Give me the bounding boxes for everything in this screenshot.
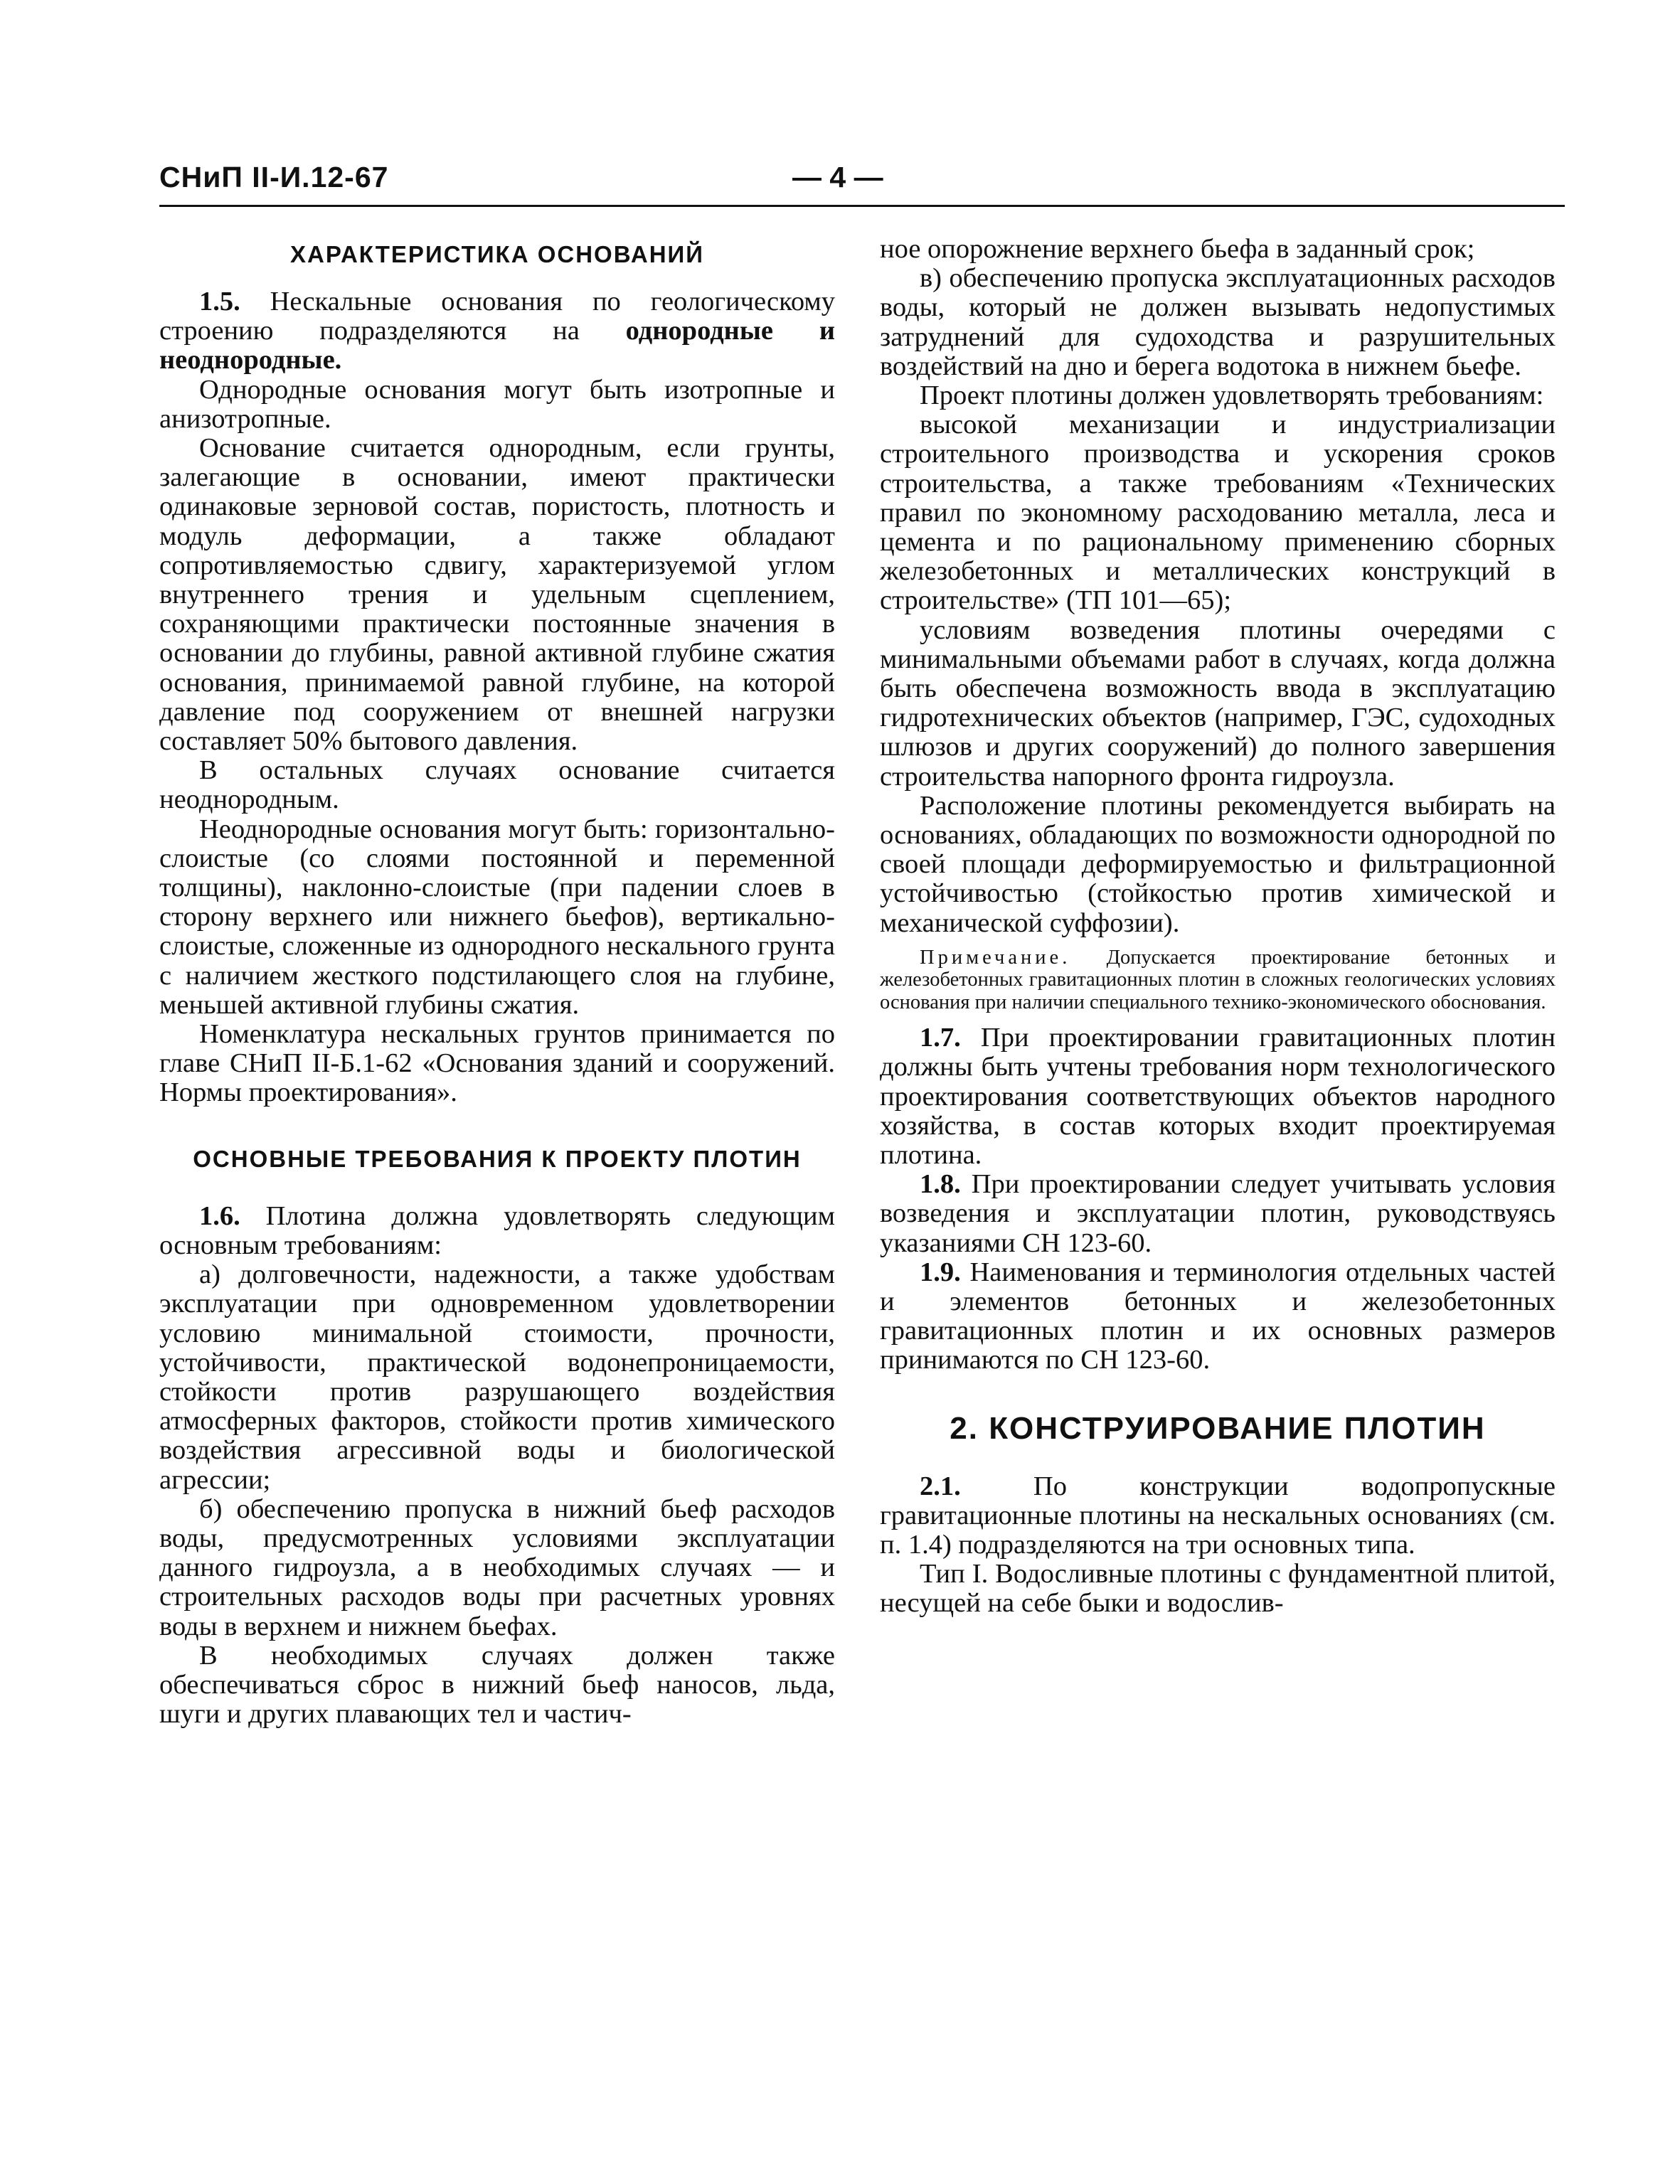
clause-number: 2.1. — [920, 1471, 961, 1501]
paragraph-2-1: 2.1. По конструкции водопропускные гравитационные плотины на нескальных основаниях (см. п. 1.4) подразделяются на три основных типа. — [880, 1471, 1556, 1560]
document-code: СНиП II-И.12-67 — [159, 161, 389, 193]
chapter-heading: 2. КОНСТРУИРОВАНИЕ ПЛОТИН — [950, 1410, 1486, 1446]
running-header — [159, 161, 1596, 203]
paragraph-type-1: Тип I. Водосливные плотины с фундаментной плитой, несущей на себе быки и водослив- — [880, 1559, 1556, 1619]
paragraph-project-requirements: Проект плотины должен удовлетворять требованиям: — [920, 380, 1544, 411]
section-heading-foundations: ХАРАКТЕРИСТИКА ОСНОВАНИЙ — [290, 241, 704, 267]
paragraph-nonhomogeneous: Неоднородные основания могут быть: горизонтально-слоистые (со слоями постоянной и переменной толщины), наклонно-слоистые (при падении слоев в сторону верхнего или нижнего бьефов), вертикально-слоистые, сложенные из однородного нескального грунта с наличием жесткого подстилающего слоя на глубине, меньшей активной глубины сжатия. — [159, 814, 835, 1020]
note-label: Примечание. — [920, 946, 1071, 969]
clause-number: 1.9. — [920, 1257, 961, 1287]
clause-number: 1.5. — [199, 287, 240, 316]
paragraph-base-definition: Основание считается однородным, если грунты, залегающие в основании, имеют практически одинаковые зерновой состав, пористость, плотность и модуль деформации, а также обладают сопротивляемостью сдвигу, характеризуемой углом внутреннего трения и удельным сцеплением, сохраняющими практически постоянные значения в основании до глубины, равной активной глубине сжатия основания, принимаемой равной глубине, на которой давление под сооружением от внешней нагрузки составляет 50% бытового давления. — [159, 433, 835, 757]
paragraph-1-5: 1.5. Нескальные основания по геологическому строению подразделяются на однородные и неоднородные. — [159, 287, 836, 375]
clause-number: 1.8. — [920, 1169, 961, 1200]
list-item-b: б) обеспечению пропуска в нижний бьеф расходов воды, предусмотренных условиями эксплуатации данного гидроузла, а в необходимых случаях — и строительных расходов воды при расчетных уровнях воды в верхнем и нижнем бьефах. — [159, 1493, 835, 1641]
right-column — [880, 235, 1556, 1619]
paragraph-continuation: ное опорожнение верхнего бьефа в заданный срок; — [880, 234, 1475, 264]
header-rule — [159, 205, 1565, 207]
paragraph-mechanization: высокой механизации и индустриализации строительного производства и ускорения сроков строительства, а также требованиям «Технических правил по экономному расходованию металла, леса и цемента и по рациональному применению сборных железобетонных и металлических конструкций в строительстве» (ТП 101—65); — [880, 410, 1556, 616]
paragraph-1-7: 1.7. При проектировании гравитационных плотин должны быть учтены требования норм технологического проектирования соответствующих объектов народного хозяйства, в состав которых входит проектируемая плотина. — [880, 1023, 1556, 1170]
clause-number: 1.6. — [199, 1200, 240, 1231]
paragraph-other-cases: В остальных случаях основание считается неоднородным. — [159, 755, 835, 815]
paragraph-homogeneous: Однородные основания могут быть изотропные и анизотропные. — [159, 374, 835, 434]
page-number: — 4 — — [792, 161, 883, 193]
note-text: Допускается проектирование бетонных и железобетонных гравитационных плотин в сложных геологических условиях основания при наличии специального технико-экономического обоснования. — [880, 946, 1556, 1013]
paragraph-location: Расположение плотины рекомендуется выбирать на основаниях, обладающих по возможности однородной по своей площади деформируемостью и фильтрационной устойчивостью (стойкостью против химической и механической суффозии). — [880, 790, 1556, 938]
paragraph-1-6: 1.6. Плотина должна удовлетворять следующим основным требованиям: — [159, 1200, 836, 1260]
paragraph-necessary-cases: В необходимых случаях должен также обеспечиваться сброс в нижний бьеф наносов, льда, шуги и других плавающих тел и частич- — [159, 1640, 835, 1730]
list-item-v: в) обеспечению пропуска эксплуатационных расходов воды, который не должен вызывать недопустимых затруднений для судоходства и разрушительных воздействий на дно и берега водотока в нижнем бьефе. — [880, 263, 1556, 381]
paragraph-nomenclature: Номенклатура нескальных грунтов принимается по главе СНиП II-Б.1-62 «Основания зданий и сооружений. Нормы проектирования». — [159, 1019, 835, 1108]
paragraph-1-9: 1.9. Наименования и терминология отдельных частей и элементов бетонных и железобетонных гравитационных плотин и их основных размеров принимаются по СН 123-60. — [880, 1257, 1556, 1375]
clause-number: 1.7. — [920, 1023, 961, 1053]
list-item-a: а) долговечности, надежности, а также удобствам эксплуатации при одновременном удовлетворении условию минимальной стоимости, прочности, устойчивости, практической водонепроницаемости, стойкости против разрушающего воздействия атмосферных факторов, стойкости против химического воздействия агрессивной воды и биологической агрессии; — [159, 1259, 835, 1495]
section-heading-requirements: ОСНОВНЫЕ ТРЕБОВАНИЯ К ПРОЕКТУ ПЛОТИН — [193, 1145, 802, 1172]
paragraph-stages: условиям возведения плотины очередями с минимальными объемами работ в случаях, когда должна быть обеспечена возможность ввода в эксплуатацию гидротехнических объектов (например, ГЭС, судоходных шлюзов и других сооружений) до полного завершения строительства напорного фронта гидроузла. — [880, 614, 1556, 792]
left-column — [159, 235, 835, 1729]
paragraph-1-8: 1.8. При проектировании следует учитывать условия возведения и эксплуатации плотин, руководствуясь указаниями СН 123-60. — [880, 1169, 1556, 1258]
note — [880, 947, 1556, 1013]
